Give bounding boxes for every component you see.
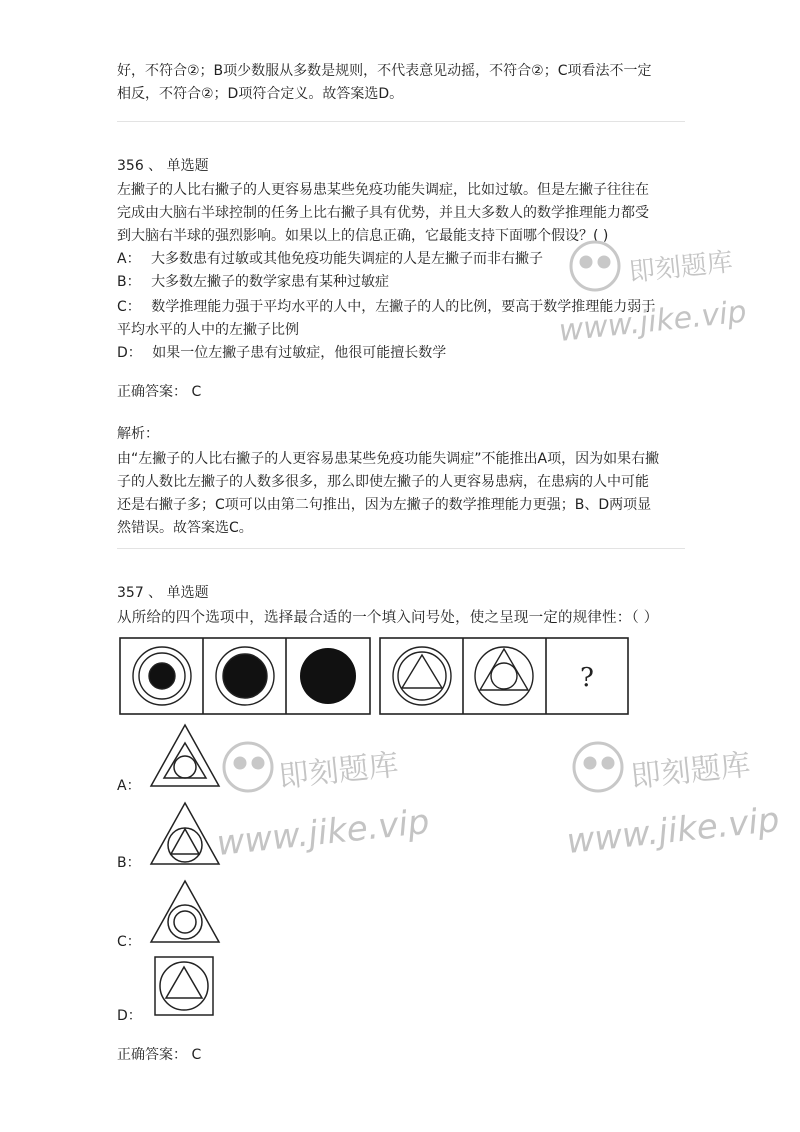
question-header-356: 356 、 单选题 — [117, 158, 209, 174]
question-stem-line-3: 到大脑右半球的强烈影响。如果以上的信息正确，它最能支持下面哪个假设？( ) — [117, 228, 609, 244]
option-text: 大多数患有过敏或其他免疫功能失调症的人是左撇子而非右撇子 — [151, 251, 544, 267]
watermark-brand: 即刻题库 — [277, 747, 401, 795]
watermark — [214, 737, 432, 877]
figure-option-a-label: A： — [117, 778, 141, 794]
analysis-line-4: 然错误。故答案选C。 — [117, 520, 253, 536]
cell-5 — [475, 647, 533, 705]
section-divider — [117, 121, 685, 122]
figure-option-c — [148, 878, 222, 946]
option-text: 大多数左撇子的数学家患有某种过敏症 — [151, 274, 390, 290]
correct-answer-356: 正确答案： C — [117, 384, 202, 400]
option-letter: D： — [117, 345, 142, 361]
panda-logo-icon — [224, 743, 272, 791]
cell-3 — [300, 648, 356, 704]
figure-option-b-label: B： — [117, 855, 141, 871]
correct-answer-357: 正确答案： C — [117, 1047, 202, 1063]
question-stem-line-2: 完成由大脑右半球控制的任务上比右撇子具有优势，并且大多数人的数学推理能力都受 — [117, 205, 649, 221]
pattern-sequence-figure — [118, 636, 630, 716]
watermark-brand: 即刻题库 — [629, 747, 753, 795]
option-c-continued: 平均水平的人中的左撇子比例 — [117, 322, 299, 338]
watermark-brand: 即刻题库 — [627, 247, 735, 288]
prev-analysis-line-1: 好，不符合②；B项少数服从多数是规则，不代表意见动摇，不符合②；C项看法不一定 — [117, 63, 652, 79]
option-text: 如果一位左撇子患有过敏症，他很可能擅长数学 — [152, 345, 447, 361]
option-letter: A： — [117, 251, 141, 267]
question-header-357: 357 、 单选题 — [117, 585, 209, 601]
option-c — [117, 296, 697, 319]
figure-option-b — [148, 800, 222, 868]
question-stem-357: 从所给的四个选项中，选择最合适的一个填入问号处，使之呈现一定的规律性：（ ） — [117, 610, 659, 626]
section-divider — [117, 548, 685, 549]
figure-option-c-label: C： — [117, 934, 141, 950]
cell-1 — [133, 647, 191, 705]
option-letter: B： — [117, 274, 141, 290]
analysis-line-1: 由“左撇子的人比右撇子的人更容易患某些免疫功能失调症”不能推出A项，因为如果右撇 — [117, 451, 660, 467]
watermark-url: www.jike.vip — [214, 801, 432, 864]
analysis-line-3: 还是右撇子多；C项可以由第二句推出，因为左撇子的数学推理能力更强；B、D两项显 — [117, 497, 652, 513]
option-d — [117, 342, 697, 365]
figure-option-a — [148, 722, 222, 790]
figure-option-d-label: D： — [117, 1008, 142, 1024]
question-stem-line-1: 左撇子的人比右撇子的人更容易患某些免疫功能失调症，比如过敏。但是左撇子往往在 — [117, 182, 649, 198]
panda-logo-icon — [574, 743, 622, 791]
option-a — [117, 248, 697, 271]
option-text: 数学推理能力强于平均水平的人中，左撇子的人的比例，要高于数学推理能力弱于 — [151, 299, 656, 315]
watermark-url: www.jike.vip — [557, 294, 749, 349]
analysis-line-2: 子的人数比左撇子的人数多很多，那么即使左撇子的人更容易患病，在患病的人中可能 — [117, 474, 649, 490]
option-letter: C： — [117, 299, 141, 315]
cell-4 — [393, 647, 451, 705]
cell-2 — [216, 647, 274, 705]
question-mark: ? — [580, 663, 594, 693]
prev-analysis-line-2: 相反，不符合②；D项符合定义。故答案选D。 — [117, 86, 404, 102]
figure-option-d — [153, 955, 215, 1017]
analysis-label: 解析： — [117, 426, 159, 442]
watermark — [564, 735, 782, 875]
option-b — [117, 271, 697, 294]
watermark-url: www.jike.vip — [564, 799, 782, 862]
